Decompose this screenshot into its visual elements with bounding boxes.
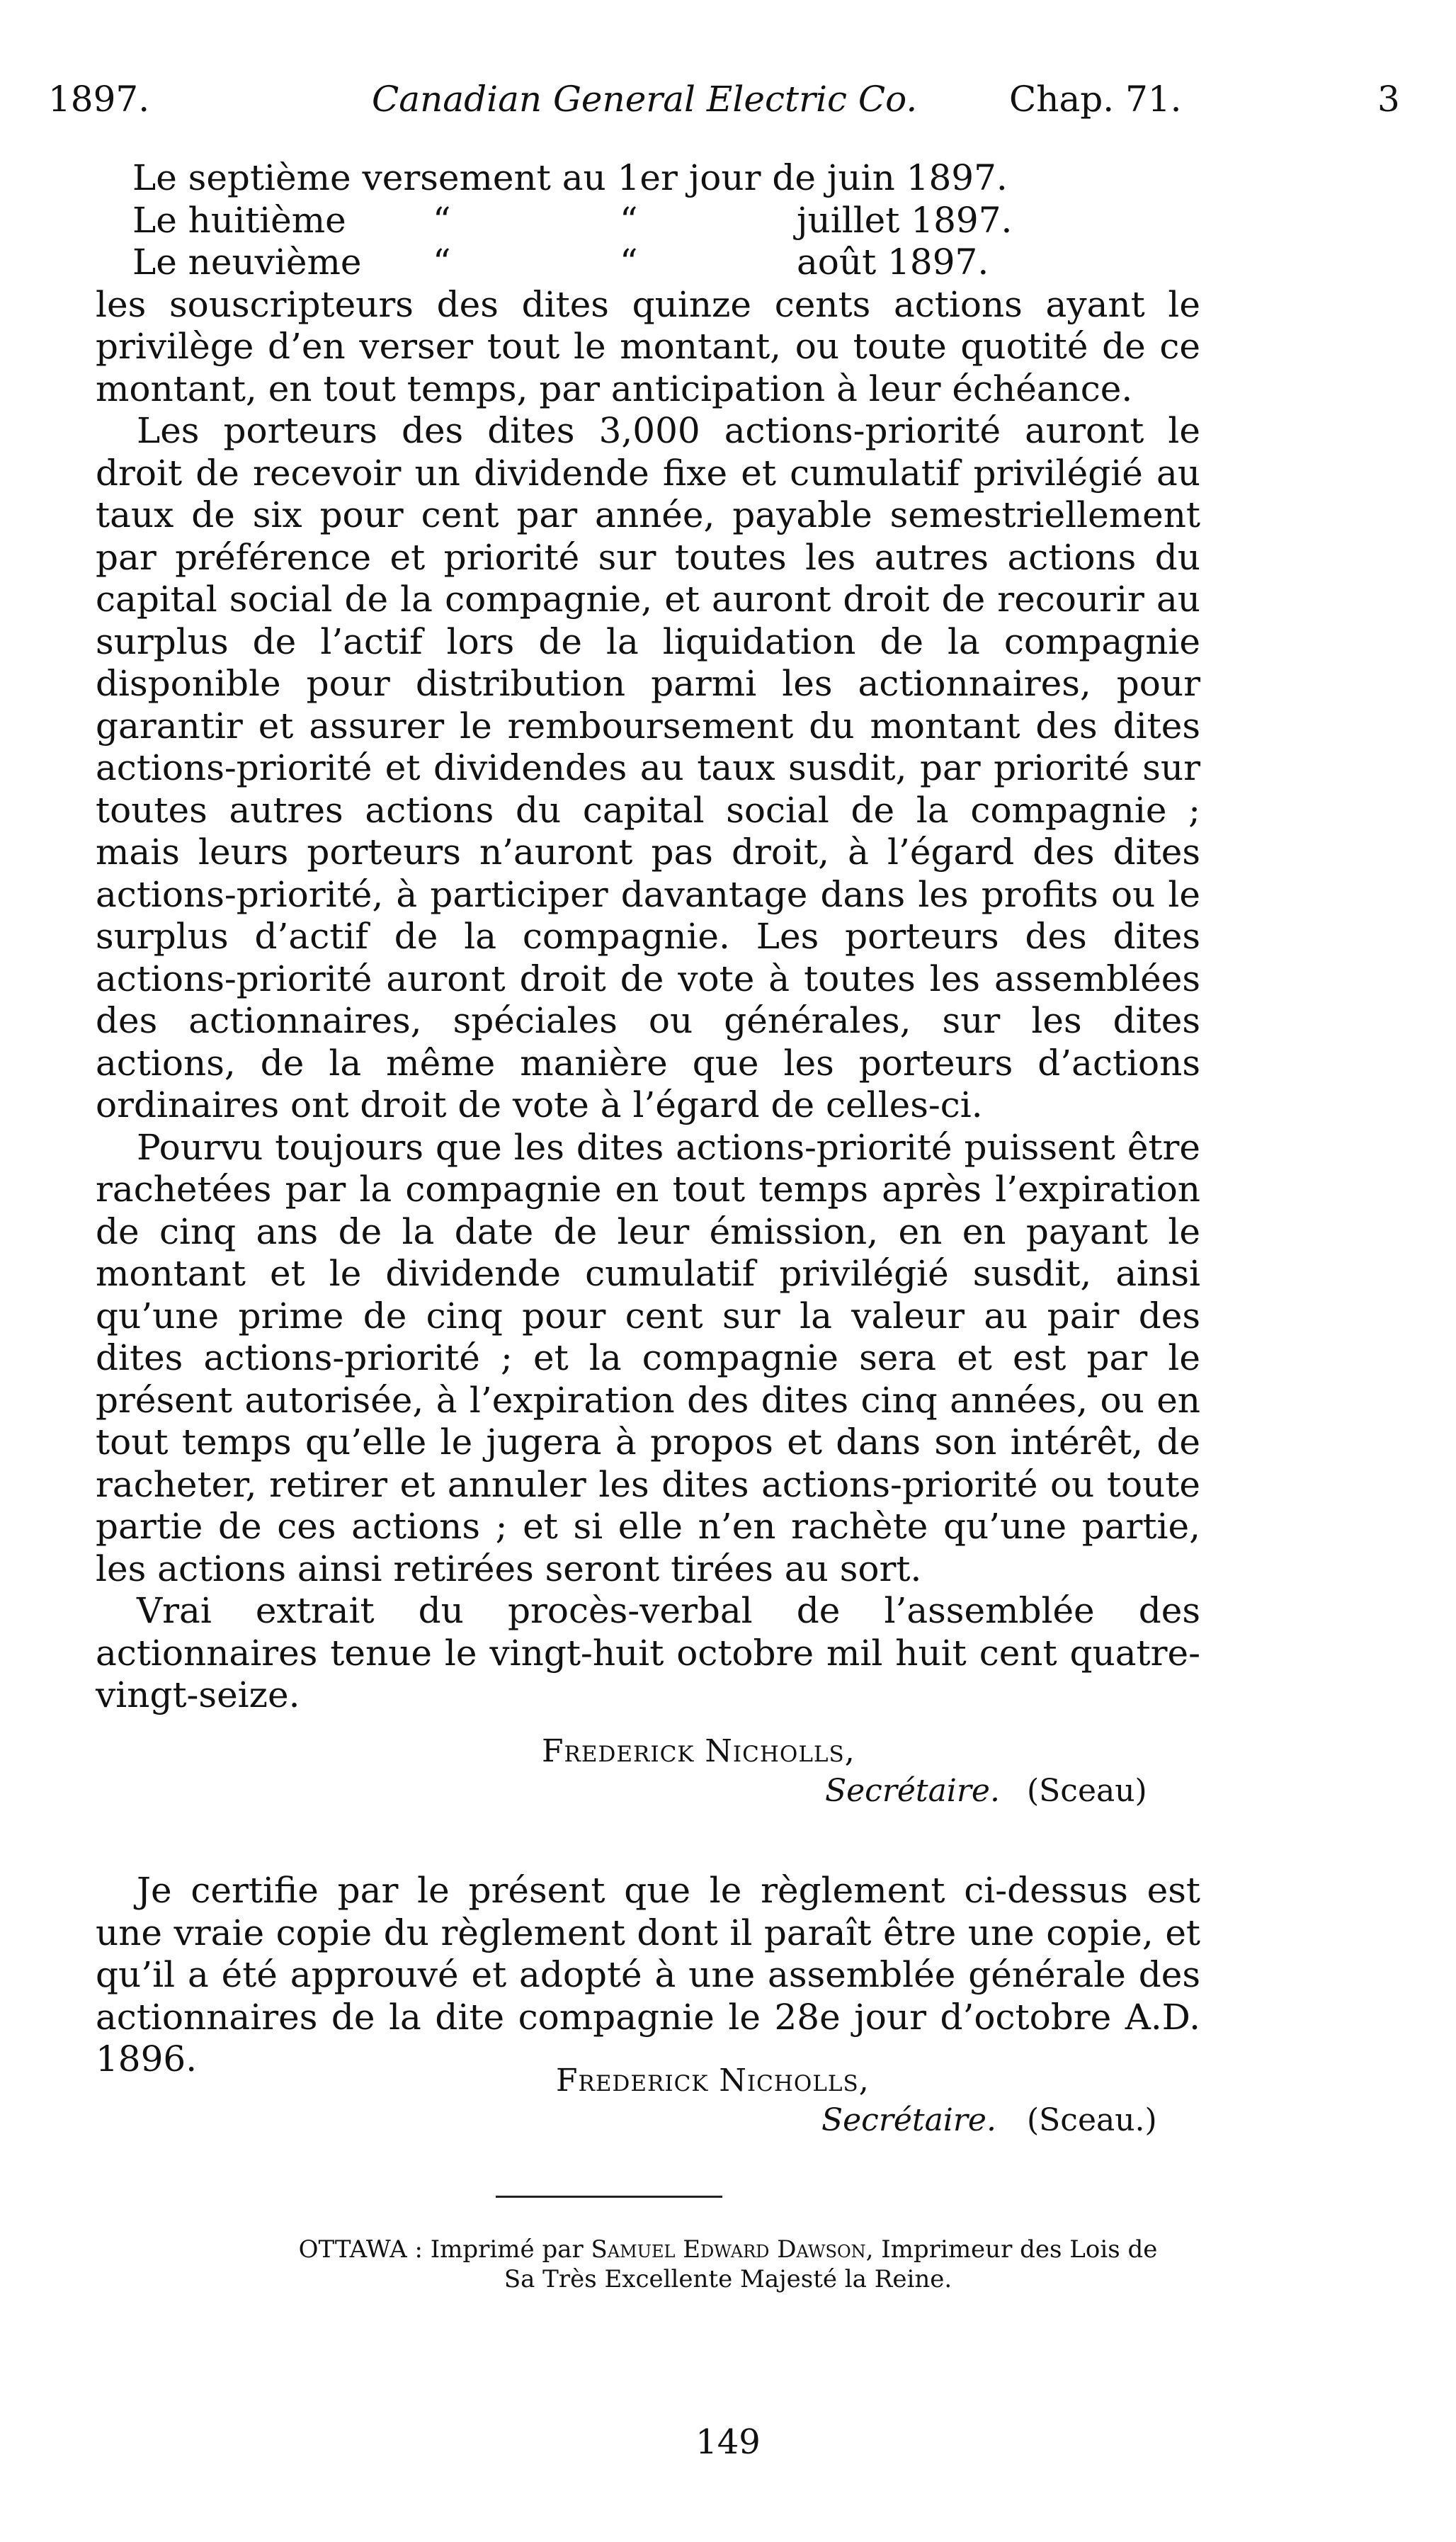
imprint-printer: Samuel Edward Dawson,: [591, 2235, 874, 2264]
seal-label: (Sceau.): [1027, 2102, 1157, 2138]
versement-row: [96, 242, 1200, 284]
signatory-role: Secrétaire.: [821, 2102, 996, 2138]
paragraph-rachat: Pourvu toujours que les dites actions-priorité puissent être rachetées par la compagnie en tout temps après l’expiration de cinq ans de la date de leur émission, en en payant le montant et le dividende cumulatif privilégié susdit, ainsi qu’une prime de cinq pour cent sur la valeur au pair des dites actions-priorité ; et la compagnie sera et est par le présent autorisée, à l’expiration des dites cinq années, ou en tout temps qu’elle le jugera à propos et dans son intérêt, de racheter, retirer et annuler les dites actions-priorité ou toute partie de ces actions ; et si elle n’en rachète qu’une partie, les actions ainsi retirées seront tirées au sort.: [96, 1126, 1200, 1589]
versement-row: [96, 157, 1200, 200]
versement-label: Le neuvième: [132, 242, 362, 283]
seal-label: (Sceau): [1027, 1773, 1147, 1809]
signatory-name: Frederick Nicholls,: [542, 1733, 855, 1769]
paragraph-privilege: les souscripteurs des dites quinze cents actions ayant le privilège d’en verser tout le montant, ou toute quotité de ce montant, en tout temps, par anticipation à leur échéance.: [96, 283, 1200, 409]
running-header: [0, 71, 1456, 127]
imprint-suffix: Imprimeur des Lois de: [881, 2235, 1158, 2264]
body-text: [96, 157, 1200, 1717]
ditto-mark: “: [433, 242, 451, 283]
imprint-prefix: OTTAWA : Imprimé par: [298, 2235, 584, 2264]
imprint-line2: Sa Très Excellente Majesté la Reine.: [504, 2265, 952, 2293]
signature-block: [542, 1732, 1147, 1811]
header-year: 1897.: [48, 79, 150, 120]
signatory-name: Frederick Nicholls,: [556, 2062, 870, 2099]
paragraph-extrait: Vrai extrait du procès-verbal de l’assemblée des actionnaires tenue le vingt-huit octobre mil huit cent quatre-vingt-seize.: [96, 1590, 1200, 1715]
versement-label: Le septième versement au 1er jour de juin 1897.: [132, 157, 1008, 198]
versement-label: Le huitième: [132, 199, 346, 241]
header-page-number: 3: [1377, 79, 1400, 120]
certification-text: Je certifie par le présent que le règlement ci-dessus est une vraie copie du règlement dont il paraît être une copie, et qu’il a été approuvé et adopté à une assemblée générale des actionnaires de la dite compagnie le 28e jour d’octobre A.D. 1896.: [96, 1870, 1200, 2079]
ditto-mark: “: [620, 242, 638, 283]
imprint: [0, 2235, 1456, 2294]
certification-block: [96, 1870, 1200, 2081]
ditto-mark: “: [433, 199, 451, 241]
signatory-role: Secrétaire.: [825, 1773, 1000, 1809]
versement-row: [96, 200, 1200, 242]
signature-block: [556, 2061, 1157, 2140]
ditto-mark: “: [620, 199, 638, 241]
divider-rule: [496, 2196, 722, 2198]
folio-number: 149: [695, 2422, 761, 2462]
versement-date: juillet 1897.: [797, 199, 1013, 241]
paragraph-dividende: Les porteurs des dites 3,000 actions-priorité auront le droit de recevoir un dividende fixe et cumulatif privilégié au taux de six pour cent par année, payable semestriellement par préférence et priorité sur toutes les autres actions du capital social de la compagnie, et auront droit de recourir au surplus de l’actif lors de la liquidation de la compagnie disponible pour distribution parmi les actionnaires, pour garantir et assurer le remboursement du montant des dites actions-priorité et dividendes au taux susdit, par priorité sur toutes autres actions du capital social de la compagnie ; mais leurs porteurs n’auront pas droit, à l’égard des dites actions-priorité, à participer davantage dans les profits ou le surplus d’actif de la compagnie. Les porteurs des dites actions-priorité auront droit de vote à toutes les assemblées des actionnaires, spéciales ou générales, sur les dites actions, de la même manière que les porteurs d’actions ordinaires ont droit de vote à l’égard de celles-ci.: [96, 410, 1200, 1125]
header-chapter: Chap. 71.: [1009, 79, 1182, 120]
header-title: Canadian General Electric Co.: [372, 79, 918, 120]
versement-date: août 1897.: [797, 242, 989, 283]
